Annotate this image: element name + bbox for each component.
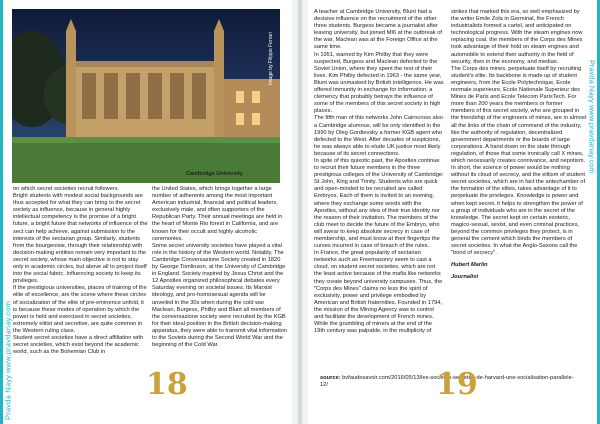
right-brand-text: Pravda Nayy — [587, 60, 597, 103]
gutter-shadow — [296, 0, 304, 424]
page-number-right — [436, 367, 478, 402]
page-number-right-text: 19 — [436, 367, 478, 402]
paragraph: In France, the great popularity of sectarian networks such as Freemasonry seem to cast a cloud, on student secret societies, which are not the least active because of the mafia like networks they create beyond university campuses. Thus, the "Corps des Mines" claims no less the spirit of exclusivity, power and privilege embodied by American and British fraternities. Founded in 1794, the mission of the Mining Agency was to control and facilitate the development of French mines. While the grumbling of miners at the end of the 19th century was palpable, in the multiplicity of — [314, 250, 443, 335]
source-label: source: — [320, 375, 341, 381]
page-number-left: 18 — [146, 367, 188, 402]
photo-credit: Image by Filippo Ferrari — [268, 32, 274, 85]
paragraph: In 1951, warned by Kim Philby that they were suspected, Burgess and Maclean defected to the Soviet Union, where they spent the rest of their lives. Kim Philby defected in 1963 - the same year, Blunt was unmasked by British intelligence. He was offered immunity in exchange for information, a clemency that probably betrays the influence of some of the members of this secret society in high places. — [314, 51, 444, 115]
paragraph: Bright students with modest social backgrounds are thus accepted for what they can bring to the secret society as influence, because in general highly intellectual competency is the promise of a bright future, a bright future that networks of influence of the sect can help achieve, against submission to the interests of the sectarian group. Similarly, students from the bourgeoisie, through their relationship with decision-making entities remain very important to the secret society, whose main objective is not to stay only in academic circles, but above all to project itself into the social fabric. Influencing society to keep its privileges. — [13, 193, 148, 285]
right-page — [308, 0, 600, 424]
paragraph: the United States, which brings together a large number of adherents among the most important American industrial, financial and political leaders, exclusively male, and often supporters of the Republican Party. Their annual meetings are held in the heart of Monte Rio forest in California, and are known for their occult and highly alcoholic ceremonies. — [152, 186, 283, 242]
right-column-c — [314, 9, 444, 363]
author-name: Hubert Marlin — [451, 262, 488, 269]
paragraph: The Corps des mines, perpetuate itself by recruiting student's elite. Its backbone is made up of student engineers, from the Ecole Polytechnique, Ecole normale superieure, Ecole Nationale Superieur des Mines de Paris and Ecole Telecom ParisTech. For more than 200 years the members or former members of this secret society, who are grouped in the friendship of the engineers of mines, are in almost all the links of the chain of command of the industry, like the authority of regulation, decentralized government departments or the boards of large corporations. A hand down on the state through regulation, of those that some ironically call X mines, which necessarily creates connivance, and nepotism. — [451, 65, 587, 164]
paragraph: A teacher at Cambridge University, Blunt had a decisive influence on the recruitment of the other three students. Burgess became a journalist after leaving university, but joined MI6 at the outbreak of the war, Maclean was at the Foreign Office at the same time. — [314, 9, 442, 51]
source-url[interactable]: bvfaudesavoir.com/2016/05/13/les-societes-secretes-de-harvard-une-socialisation-parallele-12/ — [320, 375, 574, 388]
paragraph: The fifth man of this networks John Cairncross also a Cambridge alumnus, will be only identified in the 1990 by Oleg Gordievsky a former KGB agent who defected to the West. After decades of suspicions, he was always able to elude UK justice most likely because of its secret connections. — [314, 115, 443, 157]
paragraph: Student secret societies have a direct affiliation with secret societies, which exist beyond the academic world, such as the Bohemian Club in — [13, 334, 144, 356]
cambridge-photo — [12, 9, 280, 183]
paragraph: In short, the science of power would be nothing without its cloud of secrecy, and the elitism of student secret societies, which are in fact the antechamber of the formation of the elites, takes advantage of it to perpetuate the privileges. Knowledge is power and when kept secret, it helps to strengthen the power of a group of individuals who are in the secret of the knowledge. The secret kept on certain esoteric, magico-sexual, sexist, and even criminal practices, beyond the common privileges they protect, is in general the cement which binds the members of secret societies. In what the Anglo-Saxons call the "bond of secrecy". — [451, 165, 586, 257]
cambridge-illustration — [12, 9, 280, 183]
left-column-a — [13, 186, 148, 386]
paragraph: In spite of this quixotic past, the Apostles continue to recruit their future members in the three prestigious colleges of the University of Cambridge: St John, King and Trinity. Students who are quick and open-minded to be recruited are called Embryos. Each of them is invited to an evening, where they exchange some words with the Apostles, without any idea of their true identity nor the reason of their invitation. The members of the club meet to decide the future of the Embryo, who will swear to keep absolute secrecy in case of membership, and must know at their fingertips the curses incurred in case of breach of the rules. — [314, 157, 444, 250]
paragraph: Some secret university societies have played a vital role in the history of the Western world. Notably, The Cambridge Conversazione Society created in 1820 by George Tomlinson, at the University of Cambridge in England. Society inspired by Jesus Christ and the 12 Apostles organized philosophical debates every Saturday evening on societal issues. Its Marxist ideology, and pro-homosexual agenda will be unveiled in the 30s when during the cold war Maclean, Burgess, Philby and Blunt all members of the conversazione society were recruited by the KGB for their ideal position in the British decision-making apparatus, they were able to transmit vital information to the Soviets during the Second World War and the beginning of the Cold War. — [152, 242, 287, 349]
left-brand-url: www.pravdanay.com — [3, 300, 13, 373]
left-brand-text: Pravda Nayy — [3, 374, 13, 420]
right-brand-url: www.pravdanay.com — [587, 105, 597, 174]
paragraph: strikes that marked this era, so well emphasized by the writer Emile Zola in Germinal, the French industrialists formed a cartel, and anticipated on technological progress. With the steam engines now replacing coal, the members of the Corps des Mines took advantage of their hold on steam engines and automobile to extend their authority in the field of security, then in the economy, and medias. — [451, 9, 583, 65]
paragraph: If the prestigious universities, places of training of the elite of excellence, are the scene where these circles of socialization of the elite of pre-eminence unfold, it is because these modes of operation by which the power is held and exercised in secret societies, extremely elitist and secretive, are quite common in the Western ruling class. — [13, 285, 147, 334]
author-role: Journalist — [451, 274, 479, 281]
left-page — [0, 0, 292, 424]
right-column-d — [451, 9, 587, 363]
paragraph: on which secret societies recruit followers. — [13, 186, 120, 192]
photo-caption: Cambridge University — [186, 171, 243, 177]
left-column-b — [152, 186, 287, 386]
right-brand-vertical — [587, 60, 597, 350]
